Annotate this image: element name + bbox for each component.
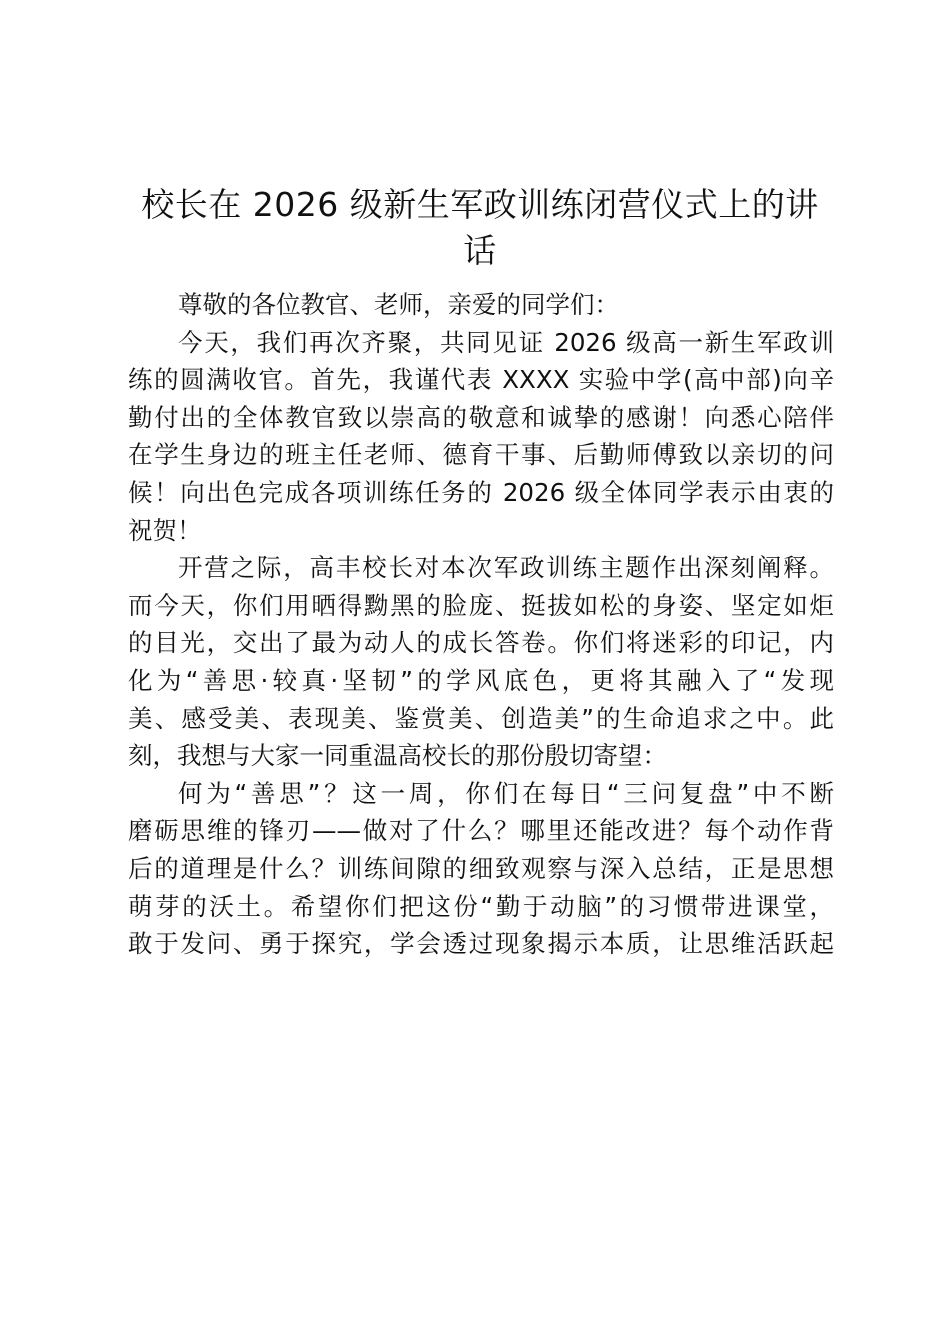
paragraph-1-line: 祝贺！ bbox=[128, 515, 202, 545]
document-body bbox=[128, 286, 834, 963]
paragraph-2-line: 而今天，你们用晒得黝黑的脸庞、挺拔如松的身姿、坚定如炬 bbox=[128, 590, 834, 620]
paragraph-1-line: 候！向出色完成各项训练任务的 2026 级全体同学表示由衷的 bbox=[128, 477, 834, 507]
paragraph-2-line: 化为“善思·较真·坚韧”的学风底色，更将其融入了“发现 bbox=[128, 665, 834, 695]
paragraph-2-line: 的目光，交出了最为动人的成长答卷。你们将迷彩的印记，内 bbox=[128, 628, 834, 658]
paragraph-2-line: 开营之际，高丰校长对本次军政训练主题作出深刻阐释。 bbox=[178, 553, 834, 583]
paragraph-2-line: 美、感受美、表现美、鉴赏美、创造美”的生命追求之中。此 bbox=[128, 703, 834, 733]
paragraph-1-line: 勤付出的全体教官致以崇高的敬意和诚挚的感谢！向悉心陪伴 bbox=[128, 402, 834, 432]
title-line-2: 话 bbox=[463, 231, 497, 270]
document-title bbox=[120, 182, 840, 274]
paragraph-2-line: 刻，我想与大家一同重温高校长的那份殷切寄望： bbox=[128, 741, 667, 771]
paragraph-3-line: 磨砺思维的锋刃——做对了什么？哪里还能改进？每个动作背 bbox=[128, 816, 834, 846]
paragraph-1-line: 今天，我们再次齐聚，共同见证 2026 级高一新生军政训 bbox=[178, 327, 834, 357]
paragraph-3-line: 萌芽的沃土。希望你们把这份“勤于动脑”的习惯带进课堂， bbox=[128, 891, 834, 921]
paragraph-3-line: 敢于发问、勇于探究，学会透过现象揭示本质，让思维活跃起 bbox=[128, 929, 834, 959]
paragraph-1-line: 练的圆满收官。首先，我谨代表 XXXX 实验中学(高中部)向辛 bbox=[128, 365, 834, 395]
title-line-1: 校长在 2026 级新生军政训练闭营仪式上的讲 bbox=[141, 185, 819, 224]
salutation: 尊敬的各位教官、老师，亲爱的同学们： bbox=[178, 290, 619, 319]
paragraph-1-line: 在学生身边的班主任老师、德育干事、后勤师傅致以亲切的问 bbox=[128, 440, 834, 470]
paragraph-3-line: 后的道理是什么？训练间隙的细致观察与深入总结，正是思想 bbox=[128, 853, 834, 883]
paragraph-3-line: 何为“善思”？这一周，你们在每日“三问复盘”中不断 bbox=[178, 778, 834, 808]
